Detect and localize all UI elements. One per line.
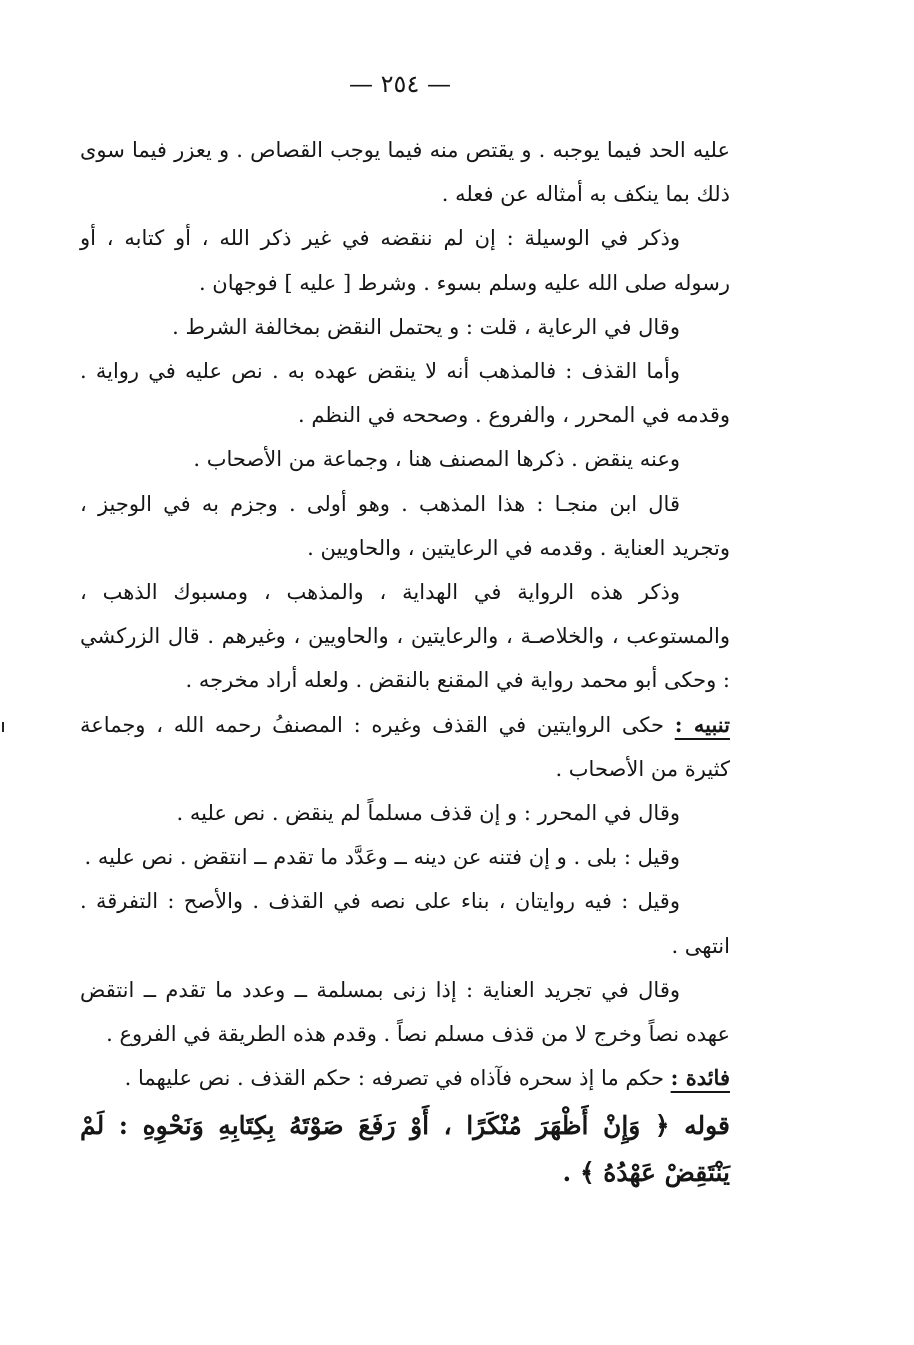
quoted-verse: قوله ﴿ وَإِنْ أَظْهَرَ مُنْكَرًا ، أَوْ رَفَعَ صَوْتَهُ بِكِتَابِهِ وَنَحْوِهِ : لَمْ يَنْتَقِضْ عَهْدُهُ ﴾ . — [80, 1111, 730, 1188]
paragraph-text: وعنه ينقض . ذكرها المصنف هنا ، وجماعة من الأصحاب . — [193, 447, 680, 472]
paragraph — [80, 482, 730, 570]
paragraph — [80, 835, 730, 879]
paragraph — [80, 879, 730, 967]
paragraph-text: وقال في المحرر : و إن قذف مسلماً لم ينقض . نص عليه . — [176, 801, 680, 826]
paragraph — [80, 216, 730, 304]
paragraph — [80, 968, 730, 1056]
paragraph — [80, 570, 730, 703]
paragraph-text: وأما القذف : فالمذهب أنه لا ينقض عهده به . نص عليه في رواية . وقدمه في المحرر ، والفروع . وصححه في النظم . — [80, 359, 730, 428]
body-text — [80, 128, 730, 1196]
margin-mark — [2, 722, 4, 732]
paragraph-text: حكم ما إذ سحره فآذاه في تصرفه : حكم القذف . نص عليهما . — [124, 1066, 664, 1091]
paragraph-text: وقيل : بلى . و إن فتنه عن دينه ــ وعَدَّد ما تقدم ــ انتقض . نص عليه . — [84, 845, 680, 870]
benefit-paragraph — [80, 1056, 730, 1100]
benefit-label: فائدة : — [670, 1065, 730, 1091]
paragraph-text: قال ابن منجـا : هذا المذهب . وهو أولى . وجزم به في الوجيز ، وتجريد العناية . وقدمه في الرعايتين ، والحاويين . — [80, 491, 730, 560]
paragraph — [80, 791, 730, 835]
paragraph — [80, 128, 730, 216]
paragraph-text: وقال في الرعاية ، قلت : و يحتمل النقض بمخالفة الشرط . — [172, 314, 680, 339]
paragraph-text: وذكر هذه الرواية في الهداية ، والمذهب ، ومسبوك الذهب ، والمستوعب ، والخلاصـة ، والرعايتين ، والحاويين ، وغيرهم . قال الزركشي : وحكى أبو محمد رواية في المقنع بالنقض . ولعله أراد مخرجه . — [80, 580, 730, 693]
paragraph-text: عليه الحد فيما يوجبه . و يقتص منه فيما يوجب القصاص . و يعزر فيما سوى ذلك بما ينكف به أمثاله عن فعله . — [80, 138, 730, 207]
paragraph-text: وذكر في الوسيلة : إن لم ننقضه في غير ذكر الله ، أو كتابه ، أو رسوله صلى الله عليه وسلم بسوء . وشرط [ عليه ] فوجهان . — [80, 226, 730, 295]
paragraph — [80, 349, 730, 437]
paragraph-text: وقال في تجريد العناية : إذا زنى بمسلمة ــ وعدد ما تقدم ــ انتقض عهده نصاً وخرج لا من قذف مسلم نصاً . وقدم هذه الطريقة في الفروع . — [80, 977, 730, 1047]
paragraph — [80, 437, 730, 481]
paragraph-text: حكى الروايتين في القذف وغيره : المصنفُ رحمه الله ، وجماعة كثيرة من الأصحاب . — [80, 712, 730, 781]
note-paragraph — [80, 703, 730, 791]
page-number: — ٢٥٤ — — [349, 70, 451, 98]
paragraph-text: وقيل : فيه روايتان ، بناء على نصه في القذف . والأصح : التفرقة . انتهى . — [80, 889, 730, 958]
paragraph — [80, 305, 730, 349]
note-label: تنبيه : — [674, 711, 730, 737]
